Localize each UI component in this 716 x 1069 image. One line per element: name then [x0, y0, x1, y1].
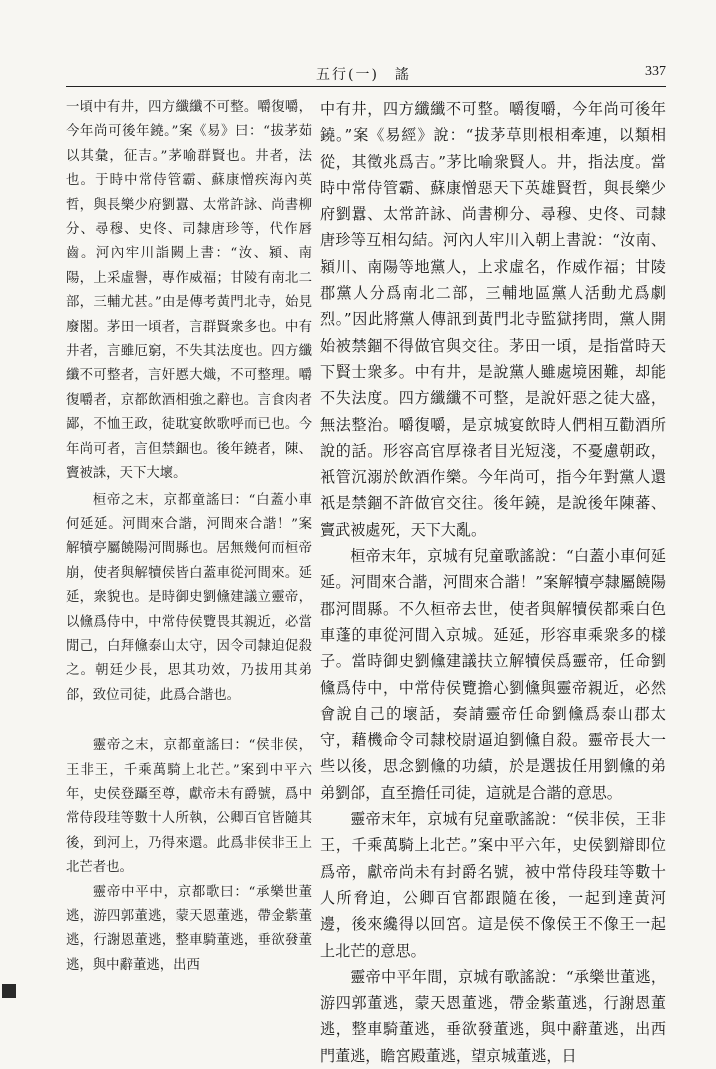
page-header [66, 58, 666, 86]
translation-paragraph: 中有井，四方纖纖不可整。嚼復嚼，今年尚可後年鐃。”案《易經》說：“拔茅草則根相牽連，以類相從，其徵兆爲吉。”茅比喻衆賢人。井，指法度。當時中常侍管霸、蘇康憎惡天下英雄賢哲，與長樂少府劉囂、太常許詠、尚書柳分、尋穆、史佟、司隸唐珍等互相勾結。河內人牢川入朝上書說：“汝南、潁川、南陽等地黨人，上求虛名，作威作福；甘陵郡黨人分爲南北二部，三輔地區黨人活動尤爲劇烈。”因此將黨人傳訊到黃門北寺監獄拷問，黨人開始被禁錮不得做官與交往。茅田一頃，是指當時天下賢士衆多。中有井，是說黨人雖處境困難，却能不失法度。四方纖纖不可整，是說奸惡之徒大盛，無法整治。嚼復嚼，是京城宴飲時人們相互勸酒所說的話。形容高官厚祿者目光短淺，不憂慮朝政，衹管沉溺於飲酒作樂。今年尚可，指今年對黨人還祇是禁錮不許做官交往。後年鐃，是說後年陳蕃、竇武被處死，天下大亂。 [320, 100, 666, 539]
original-text-column [66, 96, 312, 978]
scan-corner-mark [2, 984, 16, 998]
original-paragraph: 一頃中有井，四方纖纖不可整。嚼復嚼，今年尚可後年鐃。”案《易》曰：“拔茅茹以其彙，征吉。”茅喻群賢也。井者，法也。于時中常侍管霸、蘇康憎疾海內英哲，與長樂少府劉囂、太常許詠、尚書柳分、尋穆、史佟、司隸唐珍等，代作唇齒。河內牢川詣闕上書：“汝、潁、南陽，上采虛譽，專作威福；甘陵有南北二部，三輔尤甚。”由是傳考黃門北寺，始見廢閣。茅田一頃者，言群賢衆多也。中有井者，言雖厄窮，不失其法度也。四方纖纖不可整者，言奸慝大熾，不可整理。嚼復嚼者，京都飲酒相強之辭也。言食肉者鄙，不恤王政，徒耽宴飲歌呼而已也。今年尚可者，言但禁錮也。後年鐃者，陳、竇被誅，天下大壞。 [66, 100, 312, 482]
translation-paragraph: 靈帝末年，京城有兒童歌謠說：“侯非侯，王非王，千乘萬騎上北芒。”案中平六年，史侯劉辯即位爲帝，獻帝尚未有封爵名號，被中常侍段珪等數十人所脅迫，公卿百官都跟隨在後，一起到達黃河邊，後來纔得以回宮。這是侯不像侯王不像王一起上北芒的意思。 [320, 810, 666, 960]
running-title: 五行(一) 謠 [316, 67, 411, 83]
translation-column [320, 96, 666, 1069]
page-number: 337 [645, 64, 666, 79]
original-paragraph: 靈帝之末，京都童謠曰：“侯非侯，王非王，千乘萬騎上北芒。”案到中平六年，史侯登躡至尊，獻帝未有爵號，爲中常侍段珪等數十人所執，公卿百官皆隨其後，到河上，乃得來還。此爲非侯非王上北芒者也。 [66, 738, 312, 876]
original-paragraph: 靈帝中平中，京都歌曰：“承樂世董逃，游四郭董逃，蒙天恩董逃，帶金紫董逃，行謝恩董逃，整車騎董逃，垂欲發董逃，與中辭董逃，出西 [66, 884, 312, 973]
translation-paragraph: 桓帝末年，京城有兒童歌謠說：“白蓋小車何延延。河間來合諧，河間來合諧！”案解犢亭隸屬饒陽郡河間縣。不久桓帝去世，使者與解犢侯都乘白色車蓬的車從河間入京城。延延，形容車乘衆多的樣子。當時御史劉儵建議扶立解犢侯爲靈帝，任命劉儵爲侍中，中常侍侯覽擔心劉儵與靈帝親近，必然會說自己的壞話，奏請靈帝任命劉儵爲泰山郡太守，藉機命令司隸校尉逼迫劉儵自殺。靈帝長大一些以後，思念劉儵的功績，於是選拔任用劉儵的弟弟劉郃，直至擔任司徒，這就是合諧的意思。 [320, 547, 666, 802]
original-paragraph: 桓帝之末，京都童謠曰：“白蓋小車何延延。河間來合諧，河間來合諧！”案解犢亭屬饒陽河間縣也。居無幾何而桓帝崩，使者與解犢侯皆白蓋車從河間來。延延，衆貌也。是時御史劉儵建議立靈帝，以儵爲侍中，中常侍侯覽畏其親近，必當閒己，白拜儵泰山太守，因令司隸迫促殺之。朝廷少長，思其功效，乃拔用其弟郃，致位司徒，此爲合諧也。 [66, 492, 312, 703]
header-rule [66, 86, 666, 87]
translation-paragraph: 靈帝中平年間，京城有歌謠說：“承樂世董逃，游四郭董逃，蒙天恩董逃，帶金紫董逃，行謝恩董逃，整車騎董逃，垂欲發董逃，與中辭董逃，出西門董逃，瞻宮殿董逃，望京城董逃，日 [320, 967, 666, 1065]
